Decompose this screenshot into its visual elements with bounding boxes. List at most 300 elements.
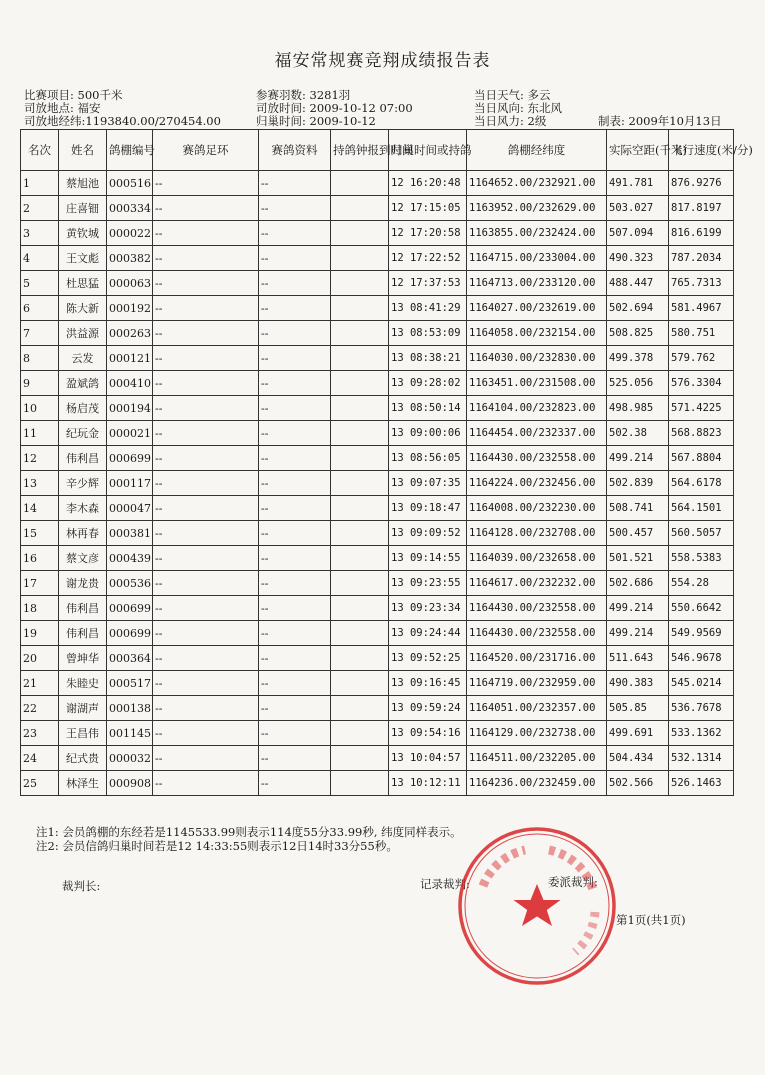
cell-speed: 579.762 (669, 346, 734, 371)
cell-clock-time (331, 421, 389, 446)
cell-arrival-time: 13 09:24:44 (389, 621, 467, 646)
results-body (21, 171, 734, 796)
cell-rank: 12 (21, 446, 59, 471)
cell-name: 谢湖声 (59, 696, 107, 721)
cell-loft-no: 000382 (107, 246, 153, 271)
cell-distance: 502.686 (607, 571, 669, 596)
cell-distance: 505.85 (607, 696, 669, 721)
cell-distance: 502.566 (607, 771, 669, 796)
table-row (21, 446, 734, 471)
cell-name: 王文彪 (59, 246, 107, 271)
cell-speed: 554.28 (669, 571, 734, 596)
cell-pigeon-info: -- (259, 371, 331, 396)
cell-arrival-time: 13 09:23:55 (389, 571, 467, 596)
cell-arrival-time: 13 09:28:02 (389, 371, 467, 396)
col-header-arrival: 归巢时间或持鸽 (389, 130, 467, 171)
cell-speed: 817.8197 (669, 196, 734, 221)
cell-clock-time (331, 196, 389, 221)
cell-pigeon-info: -- (259, 496, 331, 521)
cell-name: 王昌伟 (59, 721, 107, 746)
cell-clock-time (331, 546, 389, 571)
cell-name: 纪玩金 (59, 421, 107, 446)
cell-coords: 1163451.00/231508.00 (467, 371, 607, 396)
cell-ring: -- (153, 496, 259, 521)
cell-coords: 1164039.00/232658.00 (467, 546, 607, 571)
head-judge-label: 裁判长: (62, 879, 101, 893)
cell-distance: 499.214 (607, 446, 669, 471)
footnote-2: 注2: 会员信鸽归巢时间若是12 14:33:55则表示12日14时33分55秒。 (36, 839, 398, 853)
cell-loft-no: 000364 (107, 646, 153, 671)
col-header-distance: 实际空距(千米) (607, 130, 669, 171)
cell-ring: -- (153, 746, 259, 771)
cell-distance: 490.383 (607, 671, 669, 696)
cell-speed: 526.1463 (669, 771, 734, 796)
cell-arrival-time: 13 09:23:34 (389, 596, 467, 621)
cell-loft-no: 000699 (107, 596, 153, 621)
cell-clock-time (331, 296, 389, 321)
cell-clock-time (331, 596, 389, 621)
meta-entries: 参赛羽数: 3281羽 (256, 88, 351, 102)
cell-coords: 1164008.00/232230.00 (467, 496, 607, 521)
table-row (21, 496, 734, 521)
cell-speed: 576.3304 (669, 371, 734, 396)
cell-rank: 23 (21, 721, 59, 746)
cell-pigeon-info: -- (259, 446, 331, 471)
cell-arrival-time: 12 17:37:53 (389, 271, 467, 296)
cell-pigeon-info: -- (259, 171, 331, 196)
cell-pigeon-info: -- (259, 571, 331, 596)
cell-pigeon-info: -- (259, 271, 331, 296)
cell-arrival-time: 12 17:15:05 (389, 196, 467, 221)
cell-ring: -- (153, 571, 259, 596)
cell-speed: 532.1314 (669, 746, 734, 771)
cell-name: 曾坤华 (59, 646, 107, 671)
col-header-rank: 名次 (21, 130, 59, 171)
cell-coords: 1164511.00/232205.00 (467, 746, 607, 771)
cell-pigeon-info: -- (259, 696, 331, 721)
table-row (21, 196, 734, 221)
cell-name: 伟利昌 (59, 596, 107, 621)
meta-wind-direction: 当日风向: 东北风 (474, 101, 563, 115)
cell-arrival-time: 13 09:07:35 (389, 471, 467, 496)
table-row (21, 321, 734, 346)
cell-loft-no: 000194 (107, 396, 153, 421)
cell-ring: -- (153, 296, 259, 321)
cell-coords: 1164430.00/232558.00 (467, 596, 607, 621)
table-row (21, 396, 734, 421)
cell-loft-no: 000908 (107, 771, 153, 796)
cell-loft-no: 000263 (107, 321, 153, 346)
cell-loft-no: 000063 (107, 271, 153, 296)
cell-name: 庄喜钿 (59, 196, 107, 221)
meta-release-time: 司放时间: 2009-10-12 07:00 (256, 101, 413, 115)
col-header-speed: 飞行速度(米/分) (669, 130, 734, 171)
cell-arrival-time: 13 08:53:09 (389, 321, 467, 346)
cell-name: 辛少辉 (59, 471, 107, 496)
cell-arrival-time: 13 09:18:47 (389, 496, 467, 521)
cell-loft-no: 001145 (107, 721, 153, 746)
cell-ring: -- (153, 621, 259, 646)
cell-distance: 525.056 (607, 371, 669, 396)
meta-release-site: 司放地点: 福安 (24, 101, 101, 115)
cell-speed: 571.4225 (669, 396, 734, 421)
cell-ring: -- (153, 771, 259, 796)
table-row (21, 746, 734, 771)
cell-speed: 567.8804 (669, 446, 734, 471)
table-row (21, 271, 734, 296)
cell-speed: 545.0214 (669, 671, 734, 696)
report-title: 福安常规赛竞翔成绩报告表 (274, 51, 491, 71)
cell-distance: 511.643 (607, 646, 669, 671)
results-table (20, 129, 753, 796)
cell-rank: 3 (21, 221, 59, 246)
cell-ring: -- (153, 171, 259, 196)
cell-name: 盈斌鸽 (59, 371, 107, 396)
cell-clock-time (331, 371, 389, 396)
cell-distance: 507.094 (607, 221, 669, 246)
cell-rank: 2 (21, 196, 59, 221)
col-header-coords: 鸽棚经纬度 (467, 130, 607, 171)
cell-speed: 580.751 (669, 321, 734, 346)
cell-name: 林再春 (59, 521, 107, 546)
cell-pigeon-info: -- (259, 471, 331, 496)
cell-coords: 1164520.00/231716.00 (467, 646, 607, 671)
cell-loft-no: 000022 (107, 221, 153, 246)
cell-pigeon-info: -- (259, 771, 331, 796)
cell-speed: 546.9678 (669, 646, 734, 671)
cell-ring: -- (153, 246, 259, 271)
cell-clock-time (331, 246, 389, 271)
cell-clock-time (331, 571, 389, 596)
cell-loft-no: 000536 (107, 571, 153, 596)
footnote-1: 注1: 会员鸽棚的东经若是1145533.99则表示114度55分33.99秒, 纬度同样表示。 (36, 825, 462, 839)
cell-loft-no: 000410 (107, 371, 153, 396)
cell-arrival-time: 13 09:54:16 (389, 721, 467, 746)
cell-coords: 1164430.00/232558.00 (467, 621, 607, 646)
cell-arrival-time: 13 09:00:06 (389, 421, 467, 446)
cell-clock-time (331, 346, 389, 371)
cell-rank: 19 (21, 621, 59, 646)
cell-ring: -- (153, 196, 259, 221)
cell-name: 谢龙贵 (59, 571, 107, 596)
cell-rank: 6 (21, 296, 59, 321)
cell-clock-time (331, 696, 389, 721)
cell-speed: 876.9276 (669, 171, 734, 196)
cell-pigeon-info: -- (259, 546, 331, 571)
cell-distance: 488.447 (607, 271, 669, 296)
cell-clock-time (331, 171, 389, 196)
cell-arrival-time: 13 08:56:05 (389, 446, 467, 471)
cell-speed: 568.8823 (669, 421, 734, 446)
cell-coords: 1164129.00/232738.00 (467, 721, 607, 746)
recorder-judge-label: 记录裁判: (420, 877, 470, 891)
cell-ring: -- (153, 446, 259, 471)
cell-ring: -- (153, 596, 259, 621)
cell-pigeon-info: -- (259, 321, 331, 346)
seal-star (514, 884, 561, 926)
cell-pigeon-info: -- (259, 296, 331, 321)
cell-pigeon-info: -- (259, 196, 331, 221)
cell-distance: 504.434 (607, 746, 669, 771)
cell-loft-no: 000699 (107, 621, 153, 646)
cell-rank: 7 (21, 321, 59, 346)
cell-clock-time (331, 396, 389, 421)
cell-name: 伟利昌 (59, 446, 107, 471)
cell-clock-time (331, 321, 389, 346)
cell-rank: 21 (21, 671, 59, 696)
cell-distance: 491.781 (607, 171, 669, 196)
cell-loft-no: 000047 (107, 496, 153, 521)
cell-name: 云发 (59, 346, 107, 371)
cell-pigeon-info: -- (259, 246, 331, 271)
cell-coords: 1164236.00/232459.00 (467, 771, 607, 796)
meta-release-coords: 司放地经纬:1193840.00/270454.00 (24, 114, 221, 128)
cell-rank: 16 (21, 546, 59, 571)
meta-return-time: 归巢时间: 2009-10-12 (256, 114, 376, 128)
cell-speed: 787.2034 (669, 246, 734, 271)
meta-wind-force: 当日风力: 2级 (474, 114, 547, 128)
cell-distance: 499.378 (607, 346, 669, 371)
cell-speed: 550.6642 (669, 596, 734, 621)
cell-arrival-time: 13 09:09:52 (389, 521, 467, 546)
cell-clock-time (331, 496, 389, 521)
cell-name: 蔡旭池 (59, 171, 107, 196)
cell-name: 黄钦城 (59, 221, 107, 246)
table-row (21, 221, 734, 246)
cell-arrival-time: 13 09:52:25 (389, 646, 467, 671)
cell-clock-time (331, 671, 389, 696)
cell-distance: 499.214 (607, 621, 669, 646)
cell-distance: 499.214 (607, 596, 669, 621)
cell-ring: -- (153, 271, 259, 296)
cell-coords: 1164652.00/232921.00 (467, 171, 607, 196)
cell-coords: 1164051.00/232357.00 (467, 696, 607, 721)
cell-coords: 1164104.00/232823.00 (467, 396, 607, 421)
cell-loft-no: 000032 (107, 746, 153, 771)
cell-arrival-time: 13 08:38:21 (389, 346, 467, 371)
col-header-ring: 赛鸽足环 (153, 130, 259, 171)
cell-rank: 25 (21, 771, 59, 796)
cell-speed: 581.4967 (669, 296, 734, 321)
cell-distance: 508.741 (607, 496, 669, 521)
cell-rank: 4 (21, 246, 59, 271)
cell-pigeon-info: -- (259, 746, 331, 771)
cell-loft-no: 000516 (107, 171, 153, 196)
cell-clock-time (331, 771, 389, 796)
cell-name: 杜思猛 (59, 271, 107, 296)
cell-ring: -- (153, 721, 259, 746)
page-number: 第1页(共1页) (616, 913, 686, 927)
cell-name: 李木森 (59, 496, 107, 521)
cell-speed: 560.5057 (669, 521, 734, 546)
cell-speed: 558.5383 (669, 546, 734, 571)
cell-coords: 1164617.00/232232.00 (467, 571, 607, 596)
cell-name: 洪益源 (59, 321, 107, 346)
table-row (21, 621, 734, 646)
table-row (21, 246, 734, 271)
cell-pigeon-info: -- (259, 721, 331, 746)
cell-name: 朱睦史 (59, 671, 107, 696)
table-row (21, 696, 734, 721)
cell-rank: 5 (21, 271, 59, 296)
cell-clock-time (331, 721, 389, 746)
cell-coords: 1164224.00/232456.00 (467, 471, 607, 496)
cell-arrival-time: 13 08:41:29 (389, 296, 467, 321)
cell-distance: 502.694 (607, 296, 669, 321)
cell-rank: 13 (21, 471, 59, 496)
cell-name: 伟利昌 (59, 621, 107, 646)
cell-clock-time (331, 221, 389, 246)
cell-distance: 498.985 (607, 396, 669, 421)
cell-distance: 501.521 (607, 546, 669, 571)
cell-coords: 1164719.00/232959.00 (467, 671, 607, 696)
cell-clock-time (331, 271, 389, 296)
meta-made-date: 制表: 2009年10月13日 (598, 114, 722, 128)
col-header-pigeon-info: 赛鸽资料 (259, 130, 331, 171)
table-row (21, 721, 734, 746)
cell-ring: -- (153, 471, 259, 496)
cell-coords: 1164030.00/232830.00 (467, 346, 607, 371)
table-row (21, 521, 734, 546)
cell-coords: 1164058.00/232154.00 (467, 321, 607, 346)
cell-rank: 14 (21, 496, 59, 521)
cell-speed: 564.1501 (669, 496, 734, 521)
footnotes (36, 825, 462, 853)
table-row (21, 546, 734, 571)
cell-rank: 8 (21, 346, 59, 371)
meta-weather-info (474, 89, 562, 128)
cell-pigeon-info: -- (259, 621, 331, 646)
cell-name: 陈大新 (59, 296, 107, 321)
cell-rank: 22 (21, 696, 59, 721)
cell-ring: -- (153, 396, 259, 421)
cell-distance: 500.457 (607, 521, 669, 546)
cell-coords: 1164454.00/232337.00 (467, 421, 607, 446)
cell-pigeon-info: -- (259, 396, 331, 421)
cell-loft-no: 000439 (107, 546, 153, 571)
cell-pigeon-info: -- (259, 671, 331, 696)
table-row (21, 646, 734, 671)
cell-rank: 9 (21, 371, 59, 396)
cell-rank: 1 (21, 171, 59, 196)
table-row (21, 571, 734, 596)
cell-arrival-time: 13 09:16:45 (389, 671, 467, 696)
cell-rank: 11 (21, 421, 59, 446)
meta-time-info (256, 89, 413, 128)
cell-arrival-time: 12 17:22:52 (389, 246, 467, 271)
col-header-clock-time: 持鸽钟报到时间 (331, 130, 389, 171)
cell-pigeon-info: -- (259, 521, 331, 546)
meta-weather: 当日天气: 多云 (474, 88, 551, 102)
delegate-judge-label: 委派裁判: (548, 875, 598, 889)
cell-loft-no: 000021 (107, 421, 153, 446)
cell-clock-time (331, 446, 389, 471)
cell-loft-no: 000117 (107, 471, 153, 496)
cell-pigeon-info: -- (259, 346, 331, 371)
cell-name: 纪式贵 (59, 746, 107, 771)
cell-coords: 1164027.00/232619.00 (467, 296, 607, 321)
table-row (21, 371, 734, 396)
cell-ring: -- (153, 546, 259, 571)
cell-loft-no: 000192 (107, 296, 153, 321)
cell-name: 林泽生 (59, 771, 107, 796)
cell-name: 杨启茂 (59, 396, 107, 421)
table-row (21, 296, 734, 321)
cell-pigeon-info: -- (259, 596, 331, 621)
cell-distance: 499.691 (607, 721, 669, 746)
cell-loft-no: 000517 (107, 671, 153, 696)
cell-distance: 503.027 (607, 196, 669, 221)
meta-race-info (24, 89, 221, 128)
col-header-name: 姓名 (59, 130, 107, 171)
cell-rank: 24 (21, 746, 59, 771)
cell-speed: 765.7313 (669, 271, 734, 296)
cell-distance: 502.38 (607, 421, 669, 446)
table-row (21, 596, 734, 621)
cell-rank: 18 (21, 596, 59, 621)
cell-rank: 17 (21, 571, 59, 596)
col-header-loft-no: 鸽棚编号 (107, 130, 153, 171)
cell-arrival-time: 12 16:20:48 (389, 171, 467, 196)
cell-loft-no: 000334 (107, 196, 153, 221)
cell-speed: 549.9569 (669, 621, 734, 646)
cell-distance: 508.825 (607, 321, 669, 346)
cell-clock-time (331, 471, 389, 496)
cell-arrival-time: 13 08:50:14 (389, 396, 467, 421)
table-row (21, 771, 734, 796)
cell-arrival-time: 13 09:59:24 (389, 696, 467, 721)
cell-arrival-time: 13 09:14:55 (389, 546, 467, 571)
table-row (21, 421, 734, 446)
meta-race-item: 比赛项目: 500千米 (24, 88, 123, 102)
cell-loft-no: 000121 (107, 346, 153, 371)
table-row (21, 346, 734, 371)
cell-pigeon-info: -- (259, 646, 331, 671)
cell-coords: 1164713.00/233120.00 (467, 271, 607, 296)
cell-ring: -- (153, 221, 259, 246)
cell-coords: 1164128.00/232708.00 (467, 521, 607, 546)
cell-arrival-time: 13 10:12:11 (389, 771, 467, 796)
cell-ring: -- (153, 421, 259, 446)
cell-ring: -- (153, 321, 259, 346)
cell-ring: -- (153, 346, 259, 371)
cell-ring: -- (153, 671, 259, 696)
cell-arrival-time: 13 10:04:57 (389, 746, 467, 771)
cell-loft-no: 000138 (107, 696, 153, 721)
cell-ring: -- (153, 521, 259, 546)
cell-clock-time (331, 646, 389, 671)
cell-coords: 1163855.00/232424.00 (467, 221, 607, 246)
table-row (21, 671, 734, 696)
cell-distance: 490.323 (607, 246, 669, 271)
cell-speed: 816.6199 (669, 221, 734, 246)
cell-loft-no: 000381 (107, 521, 153, 546)
cell-pigeon-info: -- (259, 421, 331, 446)
cell-rank: 10 (21, 396, 59, 421)
table-row (21, 171, 734, 196)
cell-ring: -- (153, 371, 259, 396)
cell-clock-time (331, 621, 389, 646)
cell-coords: 1164715.00/233004.00 (467, 246, 607, 271)
cell-speed: 533.1362 (669, 721, 734, 746)
cell-speed: 536.7678 (669, 696, 734, 721)
cell-distance: 502.839 (607, 471, 669, 496)
cell-clock-time (331, 521, 389, 546)
cell-loft-no: 000699 (107, 446, 153, 471)
table-header-row (21, 130, 734, 171)
cell-clock-time (331, 746, 389, 771)
cell-arrival-time: 12 17:20:58 (389, 221, 467, 246)
